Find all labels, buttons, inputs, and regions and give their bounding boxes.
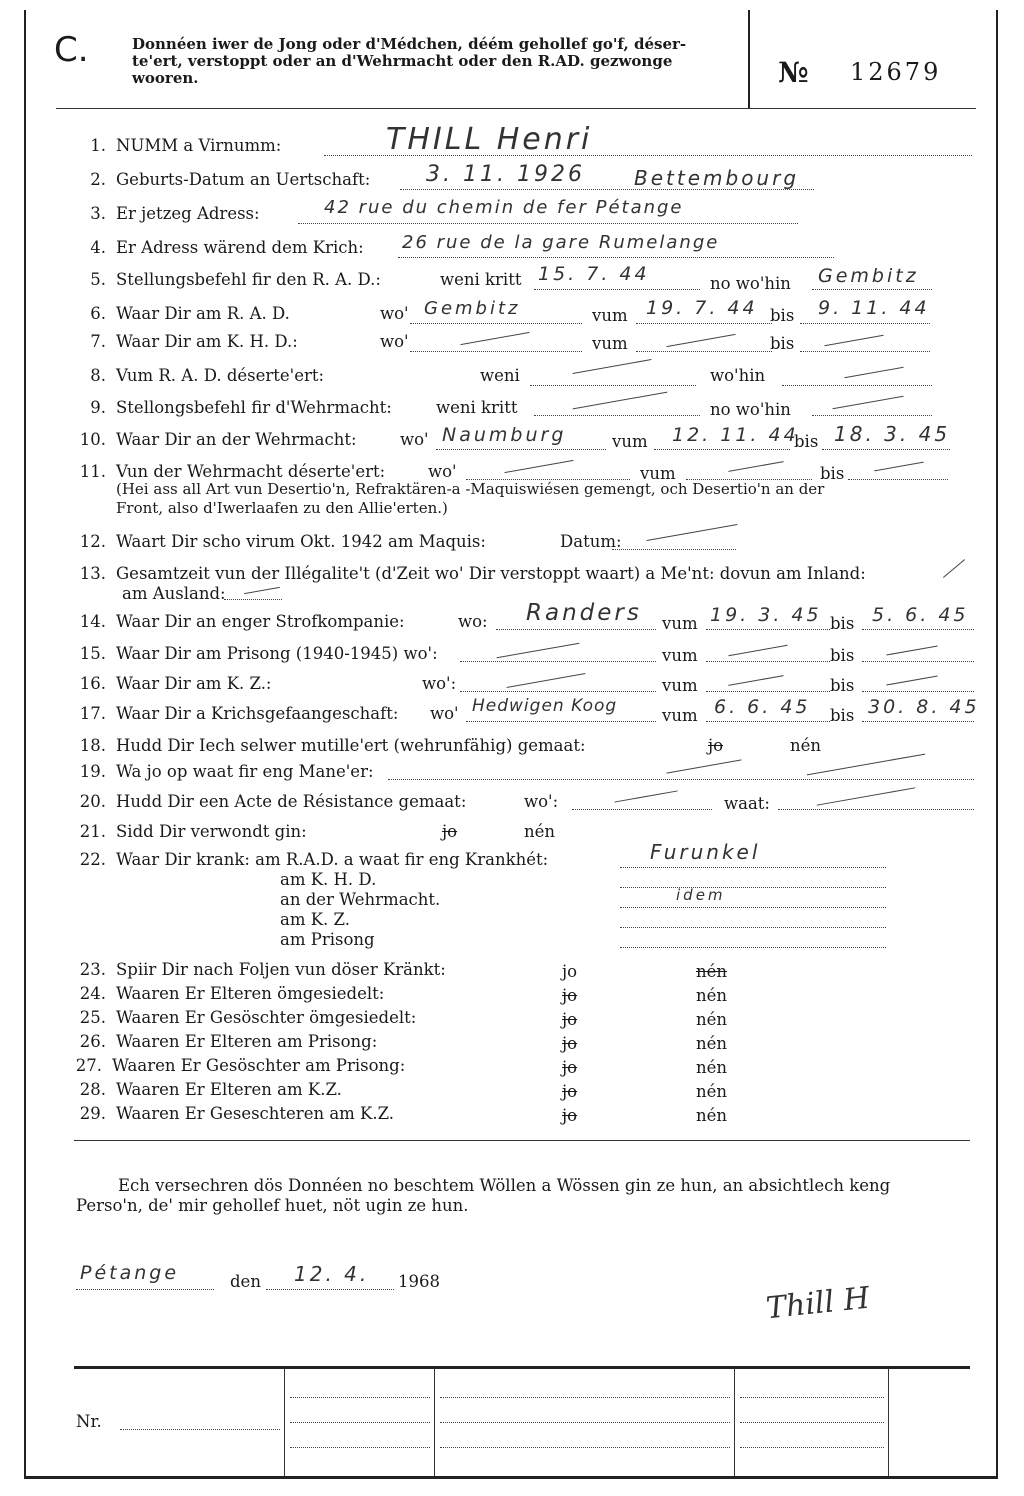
row-15-bis: bis [830,646,855,665]
hw-birth-date: 3. 11. 1926 [426,162,585,187]
hw-rad-place: Gembitz [424,298,521,319]
hw-name: THILL Henri [386,122,593,157]
row-23: 23. Spiir Dir nach Foljen vun döser Kränkt: [79,960,446,979]
row-29-jo: jo [562,1106,578,1125]
footer-c3-l3 [740,1447,884,1448]
row-4-line [398,257,834,258]
row-15: 15. Waar Dir am Prisong (1940-1945) wo': [79,644,438,663]
hw-wehrmacht-from: 12. 11. 44 [672,424,799,446]
row-23-jo: jo [562,962,578,981]
number-symbol: № [778,56,809,89]
footer-col-1 [284,1368,285,1476]
row-20: 20. Hudd Dir een Acte de Résistance gemaat: [79,792,467,811]
header-text: Donnéen iwer de Jong oder d'Médchen, déém gehollef go'f, déser- te'ert, verstoppt oder an d'Wehrmacht oder den R.AD. gezwonge wooren. [132,35,687,87]
row-17-line-a [466,721,656,722]
row-22-line-4 [620,927,886,928]
row-7-bis: bis [770,334,795,353]
footer-c2-l3 [440,1447,730,1448]
row-14: 14. Waar Dir an enger Strofkompanie: [79,612,405,631]
row-8-dash-a [573,359,652,374]
row-14-vum: vum [662,614,698,633]
row-14-bis: bis [830,614,855,633]
row-9-dash-a [573,392,668,410]
row-12-dash [647,524,738,541]
row-16-dash-b [728,675,783,686]
row-19-line [388,779,974,780]
row-24-nen: nén [696,986,728,1005]
row-11-wo: wo' [428,462,457,481]
hw-strafkompanie-place: Randers [526,600,642,626]
hw-rad-from: 19. 7. 44 [646,297,758,319]
row-6-wo: wo' [380,304,409,323]
hw-sign-date: 12. 4. [294,1262,370,1286]
footer-nr: Nr. [76,1412,102,1431]
row-7-wo: wo' [380,332,409,351]
hw-birth-place: Bettembourg [634,166,800,190]
row-16-bis: bis [830,676,855,695]
row-28-jo: jo [562,1082,578,1101]
row-17: 17. Waar Dir a Krichsgefaangeschaft: [79,704,399,723]
row-21-nen: nén [524,822,556,841]
row-15-line-a [460,661,656,662]
row-17-line-b [706,721,830,722]
hw-rad-order-place: Gembitz [818,265,919,287]
hw-strafkompanie-to: 5. 6. 45 [872,604,969,626]
footer-col-3 [734,1368,735,1476]
row-7-vum: vum [592,334,628,353]
row-19-dash-b [807,754,925,776]
row-17-vum: vum [662,706,698,725]
row-19-dash-a [666,759,741,773]
footer-c1-l2 [290,1422,430,1423]
row-13-dash-a [943,559,965,578]
hw-illness: Furunkel [650,840,761,864]
row-7-line-c [800,351,930,352]
row-19: 19. Wa jo op waat fir eng Mane'er: [79,762,374,781]
row-8-line-a [530,385,696,386]
section-rule [74,1140,970,1141]
footer-top-rule [74,1366,970,1369]
row-26-jo: jo [562,1034,578,1053]
row-16-dash-a [507,673,586,688]
date-den: den [230,1272,261,1291]
row-18: 18. Hudd Dir Iech selwer mutille'ert (wehrunfähig) gemaat: [79,736,586,755]
row-14-line-b [706,629,830,630]
row-11: 11. Vun der Wehrmacht déserte'ert: [79,462,386,481]
row-11-vum: vum [640,464,676,483]
row-3: 3. Er jetzeg Adress: [90,204,260,223]
row-15-line-c [862,661,974,662]
row-10-bis: bis [794,432,819,451]
hw-sign-place: Pétange [80,1262,180,1284]
row-20-wo: wo': [524,792,559,811]
hw-current-address: 42 rue du chemin de fer Pétange [324,197,684,218]
row-10-line-c [822,449,950,450]
footer-c2-l2 [440,1422,730,1423]
row-28: 28. Waaren Er Elteren am K.Z. [79,1080,342,1099]
row-5: 5. Stellungsbefehl fir den R. A. D.: [90,270,381,289]
form-number: 12679 [850,58,942,86]
row-25-jo: jo [562,1010,578,1029]
hw-pow-place: Hedwigen Koog [472,696,618,716]
row-22-prisong: am Prisong [280,930,375,949]
row-6-vum: vum [592,306,628,325]
row-27: 27. Waaren Er Gesöschter am Prisong: [75,1056,406,1075]
row-6-bis: bis [770,306,795,325]
row-11-dash-a [504,460,573,473]
row-22-line-1 [620,867,886,868]
row-17-wo: wo' [430,704,459,723]
row-15-line-b [706,661,830,662]
row-15-dash-a [497,643,580,659]
row-9-wohin: no wo'hin [710,400,791,419]
row-8: 8. Vum R. A. D. déserte'ert: [90,366,325,385]
row-12-datum: Datum: [560,532,622,551]
date-line [266,1289,394,1290]
row-16-vum: vum [662,676,698,695]
row-6-line-b [636,323,772,324]
row-8-wohin: wo'hin [710,366,766,385]
hw-pow-to: 30. 8. 45 [868,696,980,718]
row-29: 29. Waaren Er Geseschteren am K.Z. [79,1104,395,1123]
hw-wehrmacht-place: Naumburg [442,424,567,446]
row-5-line-b [812,289,932,290]
footer-c1-l3 [290,1447,430,1448]
row-1: 1. NUMM a Virnumm: [90,136,282,155]
row-2: 2. Geburts-Datum an Uertschaft: [90,170,371,189]
footer-col-2 [434,1368,435,1476]
row-7-dash-c [824,335,883,346]
row-16: 16. Waar Dir am K. Z.: [79,674,272,693]
footer-nr-line [120,1429,280,1430]
row-11-note: (Hei ass all Art vun Desertio'n, Refraktären-a -Maquiswiésen gemengt, och Desertio'n an der Front, also d'Iwerlaafen zu den Allie'erten.) [116,480,825,517]
form-page [24,10,998,1479]
row-6: 6. Waar Dir am R. A. D. [90,304,290,323]
row-26: 26. Waaren Er Elteren am Prisong: [79,1032,378,1051]
row-14-line-c [862,629,974,630]
row-28-nen: nén [696,1082,728,1101]
hw-war-address: 26 rue de la gare Rumelange [402,232,720,253]
hw-rad-order-date: 15. 7. 44 [538,263,650,285]
row-9: 9. Stellongsbefehl fir d'Wehrmacht: [90,398,392,417]
row-20-line-a [572,809,712,810]
row-8-line-b [782,385,932,386]
row-16-line-c [862,691,974,692]
declaration-line-2: Perso'n, de' mir gehollef huet, nöt ugin ze hun. [76,1196,469,1215]
row-7-line-a [410,351,582,352]
row-11-line-c [848,479,948,480]
row-16-line-a [460,691,656,692]
row-20-dash-b [817,787,916,805]
header-divider [748,10,750,108]
row-23-nen: nén [696,962,728,981]
row-20-line-b [778,809,974,810]
place-line [76,1289,214,1290]
signature: Thill H [764,1280,872,1327]
row-14-line-a [496,629,656,630]
row-17-line-c [862,721,974,722]
row-18-nen: nén [790,736,822,755]
row-5-wohin: no wo'hin [710,274,791,293]
row-22-line-5 [620,947,886,948]
row-12-line [612,549,736,550]
row-10-line-a [436,449,606,450]
row-4: 4. Er Adress wärend dem Krich: [90,238,364,257]
declaration-line-1: Ech versechren dös Donnéen no beschtem Wöllen a Wössen gin ze hun, an absichtlech keng [118,1176,891,1195]
row-9-dash-b [832,396,903,409]
row-9-weni: weni kritt [436,398,518,417]
row-7-dash-a [460,332,529,345]
row-8-weni: weni [480,366,520,385]
row-10-line-b [654,449,790,450]
row-16-wo: wo': [422,674,457,693]
row-24-jo: jo [562,986,578,1005]
row-27-jo: jo [562,1058,578,1077]
row-22: 22. Waar Dir krank: am R.A.D. a waat fir eng Krankhét: [79,850,549,869]
row-18-jo: jo [708,736,724,755]
row-7-dash-b [666,334,735,347]
row-5-weni: weni kritt [440,270,522,289]
row-22-line-2 [620,887,886,888]
row-13-line [224,599,282,600]
row-8-dash-b [844,367,903,378]
row-21: 21. Sidd Dir verwondt gin: [79,822,307,841]
row-7-line-b [636,351,772,352]
row-13: 13. Gesamtzeit vun der Illégalite't (d'Zeit wo' Dir verstoppt waart) a Me'nt: dovun am Inland: [79,564,866,583]
row-10-vum: vum [612,432,648,451]
footer-c1-l1 [290,1397,430,1398]
row-29-nen: nén [696,1106,728,1125]
hw-illness-idem: idem [676,886,726,904]
header-rule [56,108,976,109]
row-5-line-a [534,289,700,290]
hw-pow-from: 6. 6. 45 [714,696,811,718]
hw-wehrmacht-to: 18. 3. 45 [834,422,951,446]
row-16-dash-c [886,675,937,685]
footer-c3-l1 [740,1397,884,1398]
row-11-dash-b [728,461,783,472]
row-22-kz: am K. Z. [280,910,350,929]
row-7: 7. Waar Dir am K. H. D.: [90,332,298,351]
row-24: 24. Waaren Er Elteren ömgesiedelt: [79,984,385,1003]
row-13-dash-b [244,587,280,594]
row-13-ausland: am Ausland: [122,584,226,603]
footer-col-4 [888,1368,889,1476]
form-letter: C. [54,30,89,70]
row-10: 10. Waar Dir an der Wehrmacht: [79,430,357,449]
row-15-dash-c [886,645,937,655]
row-27-nen: nén [696,1058,728,1077]
row-6-line-a [410,323,582,324]
row-25-nen: nén [696,1010,728,1029]
row-20-dash-a [614,790,677,802]
row-21-jo: jo [442,822,458,841]
hw-rad-to: 9. 11. 44 [818,297,930,319]
row-12: 12. Waart Dir scho virum Okt. 1942 am Maquis: [79,532,486,551]
hw-strafkompanie-from: 19. 3. 45 [710,604,822,626]
row-20-waat: waat: [724,794,770,813]
row-10-wo: wo' [400,430,429,449]
footer-c3-l2 [740,1422,884,1423]
row-11-bis: bis [820,464,845,483]
row-22-khd: am K. H. D. [280,870,377,889]
row-6-line-c [800,323,930,324]
footer-c2-l1 [440,1397,730,1398]
row-26-nen: nén [696,1034,728,1053]
row-15-vum: vum [662,646,698,665]
row-14-wo: wo: [458,612,488,631]
date-year: 1968 [398,1272,440,1291]
row-15-dash-b [728,645,787,656]
row-22-wehrmacht: an der Wehrmacht. [280,890,441,909]
row-3-line [298,223,798,224]
row-25: 25. Waaren Er Gesöschter ömgesiedelt: [79,1008,417,1027]
row-22-line-3 [620,907,886,908]
row-9-line-a [534,415,700,416]
row-16-line-b [706,691,830,692]
row-17-bis: bis [830,706,855,725]
row-9-line-b [812,415,932,416]
row-11-dash-c [874,462,923,472]
